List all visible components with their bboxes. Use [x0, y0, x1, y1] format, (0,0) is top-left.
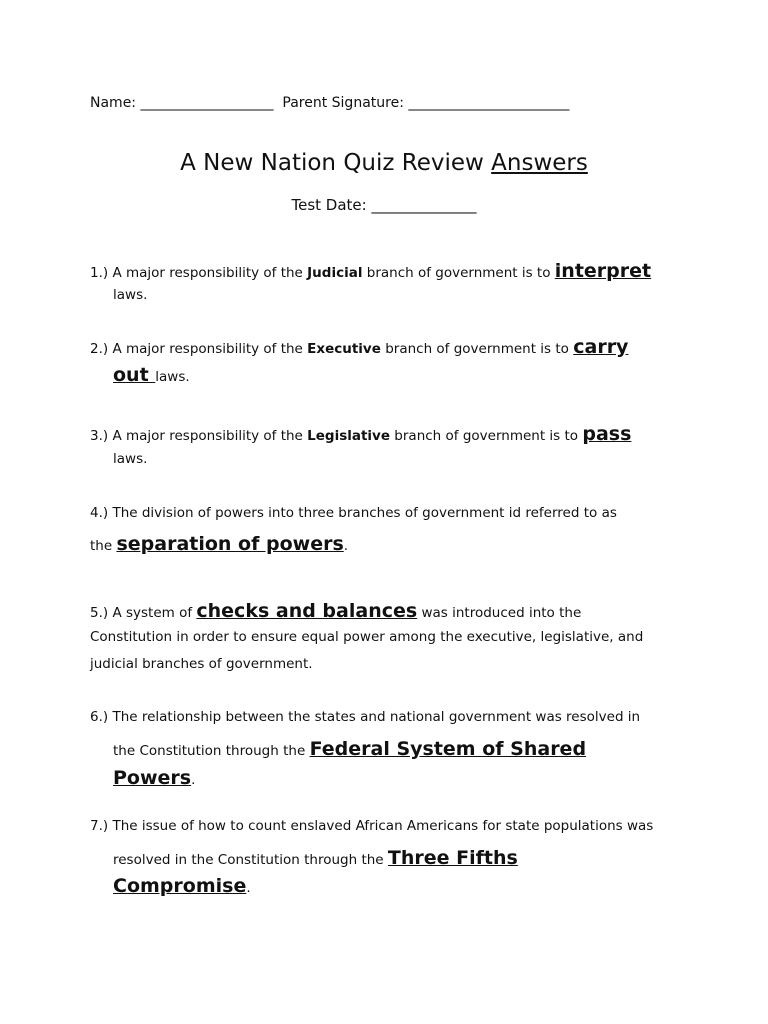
question-text: . — [191, 772, 196, 788]
answer-text: carry — [573, 336, 629, 358]
title-main: A New Nation Quiz Review — [180, 150, 492, 176]
question-text: resolved in the Constitution through the — [113, 852, 388, 868]
question-1-line-1 — [90, 262, 651, 281]
question-text: branch of government is to — [362, 265, 555, 281]
question-7-line-3 — [113, 877, 251, 896]
answer-text: Powers — [113, 767, 192, 789]
question-3-line-2: laws. — [113, 451, 148, 467]
answer-text: out — [113, 364, 156, 386]
question-text: . — [343, 538, 349, 554]
question-6-line-2 — [113, 740, 586, 759]
question-7-line-2 — [113, 849, 518, 868]
answer-text: separation of powers — [116, 533, 344, 555]
branch-name: Judicial — [307, 265, 363, 281]
question-6-line-1 — [90, 711, 640, 725]
question-text: . — [246, 880, 251, 896]
title-answers: Answers — [491, 150, 588, 176]
question-2-line-2 — [113, 366, 190, 385]
question-5-line-3: judicial branches of government. — [90, 656, 313, 672]
question-number: 6.) — [90, 709, 109, 725]
branch-name: Legislative — [307, 428, 391, 444]
question-text: the — [90, 538, 117, 554]
question-text: A system of — [108, 605, 197, 621]
question-4-line-2 — [90, 535, 348, 554]
page-title — [0, 150, 768, 176]
question-text: The issue of how to count enslaved African Americans for state populations was — [108, 818, 654, 834]
question-1-line-2: laws. — [113, 287, 148, 303]
question-7-line-1 — [90, 820, 653, 834]
question-text: A major responsibility of the — [108, 428, 308, 444]
answer-text: checks and balances — [196, 600, 418, 622]
question-number: 1.) — [90, 265, 109, 281]
answer-text: Compromise — [113, 875, 247, 897]
question-text: was introduced into the — [417, 605, 582, 621]
question-text: branch of government is to — [390, 428, 583, 444]
question-text: the Constitution through the — [113, 743, 310, 759]
question-2-line-1 — [90, 338, 628, 357]
question-text: A major responsibility of the — [108, 341, 308, 357]
question-text: The relationship between the states and national government was resolved in — [108, 709, 641, 725]
question-number: 4.) — [90, 505, 109, 521]
answer-text: Federal System of Shared — [309, 738, 587, 760]
question-number: 5.) — [90, 605, 109, 621]
question-text: branch of government is to — [380, 341, 574, 357]
answer-text: pass — [582, 423, 632, 445]
question-number: 7.) — [90, 818, 109, 834]
answer-text: Three Fifths — [387, 847, 518, 869]
question-4-line-1 — [90, 507, 617, 521]
question-number: 3.) — [90, 428, 109, 444]
name-field-label: Name: ___________________ — [90, 95, 274, 111]
header-line — [90, 95, 569, 111]
branch-name: Executive — [307, 341, 381, 357]
question-5-line-2: Constitution in order to ensure equal power among the executive, legislative, and — [90, 629, 644, 645]
parent-signature-label: Parent Signature: _______________________ — [282, 95, 570, 111]
question-text: laws. — [155, 369, 190, 385]
question-5-line-1 — [90, 602, 581, 621]
question-text: A major responsibility of the — [108, 265, 308, 281]
question-number: 2.) — [90, 341, 109, 357]
answer-text: interpret — [554, 260, 652, 282]
question-text: The division of powers into three branches of government id referred to as — [108, 505, 617, 521]
test-date-label: Test Date: ______________ — [291, 196, 477, 214]
question-6-line-3 — [113, 769, 195, 788]
question-3-line-1 — [90, 425, 631, 444]
